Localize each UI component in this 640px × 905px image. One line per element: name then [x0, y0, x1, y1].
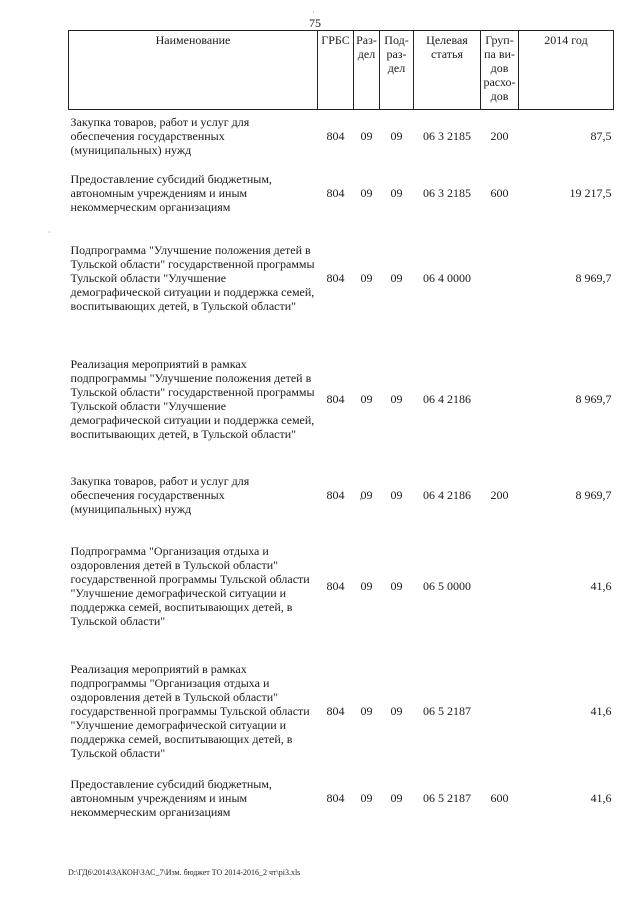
table-header-row	[69, 31, 614, 110]
row-amount-2014: 8 969,7	[575, 270, 612, 285]
table-row	[69, 774, 614, 822]
row-grbs: 804	[326, 185, 345, 200]
row-grbs: 804	[326, 391, 345, 406]
row-grbs: 804	[326, 578, 345, 593]
row-target-article: 06 4 2186	[423, 391, 471, 406]
row-podrazdel: 09	[390, 185, 403, 200]
row-name: Реализация мероприятий в рамках подпрограммы "Организация отдыха и оздоровления детей в Тульской области" государственной программы Тульской области "Улучшение демографической ситуации и поддержка семей, воспитывающих детей, в Тульской области"	[70, 661, 310, 760]
row-razdel: 09	[360, 128, 373, 143]
row-expense-group	[481, 524, 519, 648]
row-name: Закупка товаров, работ и услуг для обеспечения государственных (муниципальных) нужд	[70, 473, 250, 516]
row-expense-group	[481, 224, 519, 332]
row-razdel: 09	[360, 391, 373, 406]
row-razdel: 09	[360, 270, 373, 285]
table-row	[69, 524, 614, 648]
row-name: Подпрограмма "Улучшение положения детей в Тульской области" государственной программы Тульской области "Улучшение демографической ситуации и поддержка семей, воспитывающих детей, в Тульской области"	[70, 242, 315, 313]
header-group: Груп- па ви- дов расхо- дов	[481, 31, 519, 110]
table-row	[69, 466, 614, 524]
row-grbs: 804	[326, 487, 345, 502]
row-amount-2014: 41,6	[590, 578, 612, 593]
row-razdel: 09	[360, 487, 373, 502]
row-amount-2014: 19 217,5	[569, 185, 612, 200]
table-row	[69, 332, 614, 466]
row-razdel: 09	[360, 790, 373, 805]
row-amount-2014: 8 969,7	[575, 391, 612, 406]
row-expense-group	[481, 648, 519, 774]
scan-speck: ·	[312, 8, 315, 17]
row-grbs: 804	[326, 270, 345, 285]
row-amount-2014: 41,6	[590, 790, 612, 805]
page-number: 75	[309, 16, 321, 30]
row-target-article: 06 4 2186	[423, 487, 471, 502]
row-amount-2014: 8 969,7	[575, 487, 612, 502]
row-name: Подпрограмма "Организация отдыха и оздоровления детей в Тульской области" государственной программы Тульской области "Улучшение демографической ситуации и поддержка семей, воспитывающих детей, в Тульской области"	[70, 543, 310, 628]
row-podrazdel: 09	[390, 703, 403, 718]
row-podrazdel: 09	[390, 790, 403, 805]
header-podrazdel: Под- раз- дел	[380, 31, 414, 110]
row-amount-2014: 87,5	[590, 128, 612, 143]
header-year: 2014 год	[519, 31, 614, 110]
row-name: Предоставление субсидий бюджетным, автономным учреждениям и иным некоммерческим организациям	[70, 171, 272, 214]
row-name: Предоставление субсидий бюджетным, автономным учреждениям и иным некоммерческим организациям	[70, 776, 272, 819]
row-podrazdel: 09	[390, 487, 403, 502]
table-row	[69, 162, 614, 224]
scan-speck: ·	[48, 228, 51, 237]
row-podrazdel: 09	[390, 128, 403, 143]
row-target-article: 06 5 2187	[423, 703, 471, 718]
table-row	[69, 648, 614, 774]
row-target-article: 06 3 2185	[423, 128, 471, 143]
row-razdel: 09	[360, 703, 373, 718]
header-razdel: Раз- дел	[354, 31, 380, 110]
row-expense-group: 200	[490, 128, 509, 143]
row-expense-group: 200	[490, 487, 509, 502]
row-amount-2014: 41,6	[590, 703, 612, 718]
row-expense-group: 600	[490, 790, 509, 805]
row-target-article: 06 5 2187	[423, 790, 471, 805]
row-grbs: 804	[326, 703, 345, 718]
row-grbs: 804	[326, 790, 345, 805]
row-podrazdel: 09	[390, 578, 403, 593]
row-target-article: 06 3 2185	[423, 185, 471, 200]
budget-table	[68, 30, 614, 822]
table-row	[69, 224, 614, 332]
row-expense-group: 600	[490, 185, 509, 200]
row-expense-group	[481, 332, 519, 466]
row-name: Реализация мероприятий в рамках подпрограммы "Улучшение положения детей в Тульской области" государственной программы Тульской области "Улучшение демографической ситуации и поддержка семей, воспитывающих детей, в Тульской области"	[70, 356, 315, 441]
header-name: Наименование	[69, 31, 318, 110]
row-target-article: 06 5 0000	[423, 578, 471, 593]
row-name: Закупка товаров, работ и услуг для обеспечения государственных (муниципальных) нужд	[70, 114, 250, 157]
footer-file-path: D:\ГД6\2014\ЗАКОН\ЗАС_7\Изм. бюджет ТО 2014-2016_2 чт\рі3.xls	[68, 868, 301, 877]
table-row	[69, 110, 614, 162]
row-podrazdel: 09	[390, 391, 403, 406]
row-grbs: 804	[326, 128, 345, 143]
row-razdel: 09	[360, 578, 373, 593]
header-target: Целевая статья	[414, 31, 481, 110]
header-grbs: ГРБС	[318, 31, 354, 110]
row-podrazdel: 09	[390, 270, 403, 285]
scan-speck: '	[360, 497, 362, 508]
row-target-article: 06 4 0000	[423, 270, 471, 285]
row-razdel: 09	[360, 185, 373, 200]
